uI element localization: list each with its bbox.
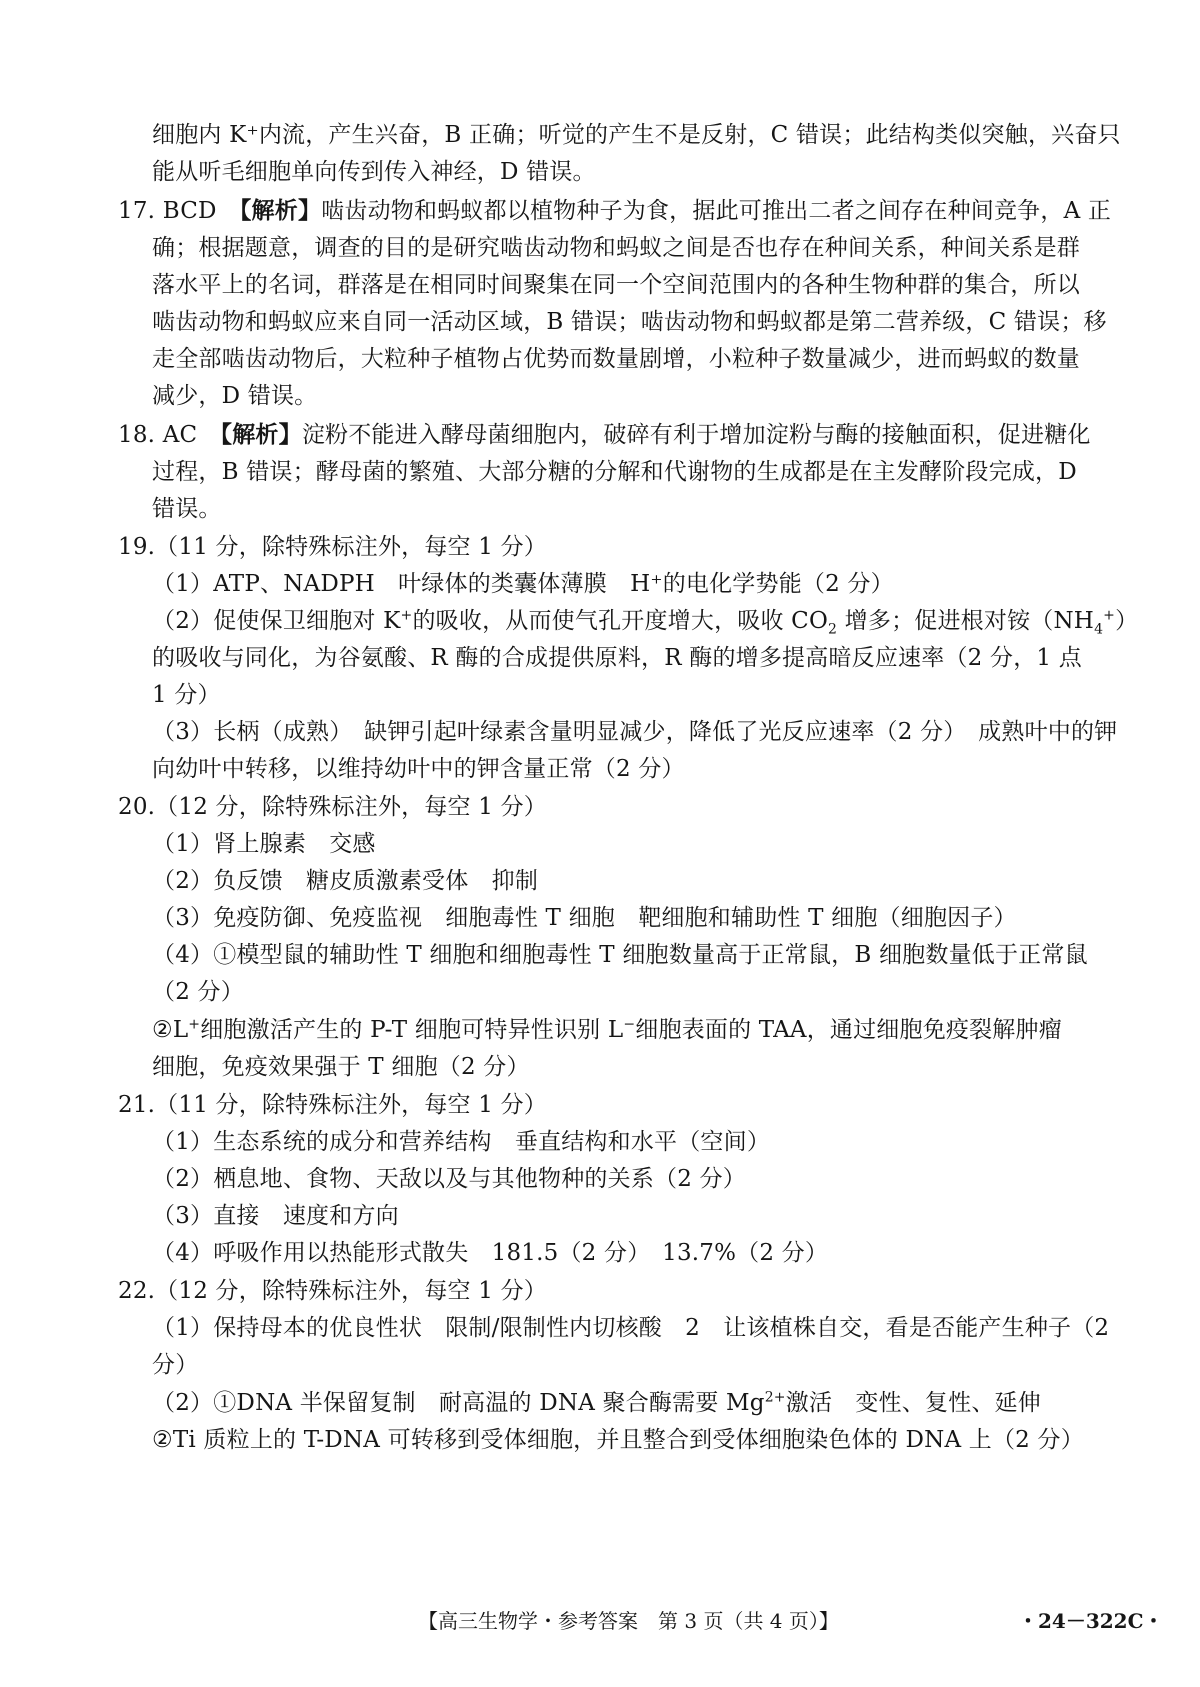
q22-part-1-line-1: （1）保持母本的优良性状 限制/限制性内切核酸 2 让该植株自交，看是否能产生种子（2: [152, 1315, 1110, 1341]
q18-line-3: 错误。: [152, 496, 222, 522]
q22-part-2-line-1: （2）①DNA 半保留复制 耐高温的 DNA 聚合酶需要 $Mg^{2+}$激活 变性、复性、延伸: [152, 1389, 1041, 1416]
q20-part-4-line-2: （2 分）: [152, 979, 244, 1005]
q18-line-1: 淀粉不能进入酵母菌细胞内，破碎有利于增加淀粉与酶的接触面积，促进糖化: [301, 422, 1091, 448]
intro-line-1: 细胞内 K⁺内流，产生兴奋，B 正确；听觉的产生不是反射，C 错误；此结构类似突触，兴奋只: [152, 122, 1121, 148]
q21-heading: 21.（11 分，除特殊标注外，每空 1 分）: [118, 1092, 548, 1118]
q21-part-3: （3）直接 速度和方向: [152, 1203, 399, 1229]
q20-part-4-line-4: 细胞，免疫效果强于 T 细胞（2 分）: [152, 1054, 530, 1080]
q19-heading: 19.（11 分，除特殊标注外，每空 1 分）: [118, 534, 548, 560]
q19-part-3-line-2: 向幼叶中转移，以维持幼叶中的钾含量正常（2 分）: [152, 756, 685, 782]
q19-part-1: （1）ATP、NADPH 叶绿体的类囊体薄膜 H⁺的电化学势能（2 分）: [152, 571, 894, 597]
q19-part-2-line-2: 的吸收与同化，为谷氨酸、R 酶的合成提供原料，R 酶的增多提高暗反应速率（2 分，1 点: [152, 645, 1082, 671]
q21-part-4: （4）呼吸作用以热能形式散失 181.5（2 分） 13.7%（2 分）: [152, 1240, 829, 1266]
intro-line-2: 能从听毛细胞单向传到传入神经，D 错误。: [152, 159, 596, 185]
q18-analysis-tag: 【解析】: [220, 421, 302, 448]
page-footer-title: 【高三生物学・参考答案 第 3 页（共 4 页）】: [418, 1609, 839, 1633]
q17-line-6: 减少，D 错误。: [152, 383, 318, 409]
q19-part-2-line-3: 1 分）: [152, 682, 221, 708]
q18-heading: [118, 420, 1091, 450]
q20-part-2: （2）负反馈 糖皮质激素受体 抑制: [152, 868, 539, 894]
q19-part-3-line-1: （3）长柄（成熟） 缺钾引起叶绿素含量明显减少，降低了光反应速率（2 分） 成熟叶中的钾: [152, 719, 1118, 745]
q17-line-3: 落水平上的名词，群落是在相同时间聚集在同一个空间范围内的各种生物种群的集合，所以: [152, 272, 1080, 298]
q17-line-4: 啮齿动物和蚂蚁应来自同一活动区域，B 错误；啮齿动物和蚂蚁都是第二营养级，C 错误；移: [152, 309, 1107, 335]
q17-heading: [118, 196, 1111, 226]
q21-part-2: （2）栖息地、食物、天敌以及与其他物种的关系（2 分）: [152, 1166, 746, 1192]
q17-line-5: 走全部啮齿动物后，大粒种子植物占优势而数量剧增，小粒种子数量减少，进而蚂蚁的数量: [152, 346, 1080, 372]
q18-line-2: 过程，B 错误；酵母菌的繁殖、大部分糖的分解和代谢物的生成都是在主发酵阶段完成，D: [152, 459, 1077, 485]
q17-line-1: 啮齿动物和蚂蚁都以植物种子为食，据此可推出二者之间存在种间竞争，A 正: [321, 198, 1112, 224]
q17-line-2: 确；根据题意，调查的目的是研究啮齿动物和蚂蚁之间是否也存在种间关系，种间关系是群: [152, 235, 1080, 261]
q17-analysis-tag: 【解析】: [239, 197, 322, 224]
q20-part-3: （3）免疫防御、免疫监视 细胞毒性 T 细胞 靶细胞和辅助性 T 细胞（细胞因子）: [152, 905, 1017, 931]
q20-part-4-line-1: （4）①模型鼠的辅助性 T 细胞和细胞毒性 T 细胞数量高于正常鼠，B 细胞数量低于正常鼠: [152, 942, 1088, 968]
q18-number: 18. AC: [118, 422, 198, 448]
q22-part-2-line-2: ②Ti 质粒上的 T-DNA 可转移到受体细胞，并且整合到受体细胞染色体的 DNA 上（2 分）: [152, 1427, 1084, 1453]
q20-part-4-line-3: ②L+细胞激活产生的 P-T 细胞可特异性识别 L−细胞表面的 TAA，通过细胞免疫裂解肿瘤: [152, 1016, 1062, 1043]
q22-heading: 22.（12 分，除特殊标注外，每空 1 分）: [118, 1278, 548, 1304]
q22-part-1-line-2: 分）: [152, 1352, 199, 1378]
page-footer-code: ・24－322C・: [1018, 1609, 1164, 1633]
q19-part-2-line-1: （2）促使保卫细胞对 K+的吸收，从而使气孔开度增大，吸收 $CO_2$ 增多；促进根对铵$(NH_4^+)$: [152, 607, 1139, 638]
q17-number: 17. BCD: [118, 198, 217, 224]
q21-part-1: （1）生态系统的成分和营养结构 垂直结构和水平（空间）: [152, 1129, 771, 1155]
q20-heading: 20.（12 分，除特殊标注外，每空 1 分）: [118, 794, 548, 820]
q20-part-1: （1）肾上腺素 交感: [152, 831, 376, 857]
